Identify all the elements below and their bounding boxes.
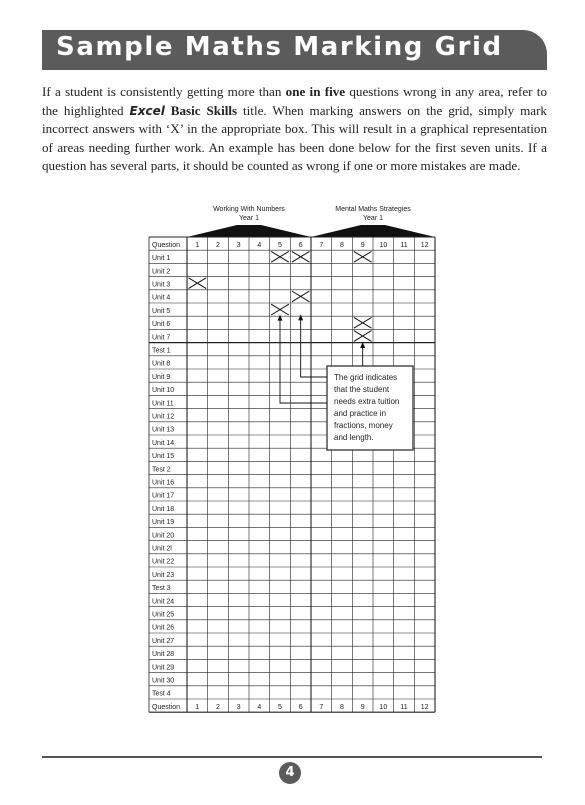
row-label: Unit 29	[152, 664, 175, 672]
row-label: Unit 25	[152, 611, 175, 619]
row-label: Unit 4	[152, 294, 171, 302]
question-footer: 6	[298, 703, 303, 711]
intro-bold-2: Basic Skills	[164, 102, 238, 118]
row-label: Test 2	[152, 466, 171, 474]
row-label: Unit 2	[152, 268, 171, 276]
question-header: 7	[319, 241, 324, 249]
row-label: Unit 11	[152, 400, 174, 408]
question-header: 3	[236, 241, 241, 249]
intro-text-1: If a student is consistently getting more than	[42, 84, 286, 99]
callout-text: that the student	[334, 385, 390, 394]
row-label: Unit 12	[152, 413, 175, 421]
row-label: Unit 14	[152, 439, 175, 447]
row-label: Unit 19	[152, 519, 175, 527]
grid-corner-label: Question	[152, 241, 181, 249]
question-header: 10	[379, 241, 388, 249]
arrow-line-q5	[280, 318, 327, 403]
question-header: 9	[360, 241, 365, 249]
row-label: Unit 16	[152, 479, 175, 487]
bottom-divider	[42, 756, 542, 758]
row-label: Unit 1	[152, 255, 171, 263]
question-header: 12	[420, 241, 429, 249]
row-label: Unit 20	[152, 532, 175, 540]
question-footer: 12	[420, 703, 429, 711]
intro-bold-1: one in five	[285, 84, 346, 99]
callout-text: and practice in	[334, 409, 387, 418]
row-label: Unit 18	[152, 505, 175, 513]
row-label: Test 1	[152, 347, 171, 355]
callout-text: The grid indicates	[334, 373, 398, 382]
question-header: 6	[298, 241, 303, 249]
row-label: Unit 2l	[152, 545, 172, 553]
row-label: Test 3	[152, 585, 171, 593]
intro-text-2: questions wrong in any area, refer to the highlighted	[42, 84, 547, 118]
section-header-1-roof	[187, 225, 311, 237]
question-footer: 3	[236, 703, 241, 711]
question-header: 1	[195, 241, 200, 249]
row-label: Unit 23	[152, 571, 175, 579]
question-footer: 9	[360, 703, 365, 711]
callout-text: fractions, money	[334, 421, 393, 430]
row-label: Unit 15	[152, 453, 175, 461]
question-header: 8	[340, 241, 344, 249]
question-footer: 8	[340, 703, 344, 711]
row-label: Unit 22	[152, 558, 175, 566]
question-footer: 10	[379, 703, 388, 711]
question-header: 5	[278, 241, 282, 249]
section-header-2-roof	[311, 225, 435, 237]
row-label: Unit 7	[152, 334, 171, 342]
question-header: 4	[257, 241, 262, 249]
row-label: Unit 8	[152, 360, 171, 368]
section-header-2-year: Year 1	[363, 215, 383, 222]
page-title: Sample Maths Marking Grid	[56, 32, 503, 62]
row-label: Unit 30	[152, 677, 175, 685]
row-label: Test 4	[152, 690, 171, 698]
question-footer: 1	[195, 703, 200, 711]
row-label: Unit 10	[152, 387, 175, 395]
row-label: Unit 13	[152, 426, 175, 434]
excel-brand: Excel	[129, 103, 165, 118]
question-header: 2	[216, 241, 220, 249]
arrow-head-q6	[298, 314, 303, 320]
row-label: Unit 6	[152, 321, 171, 329]
section-header-2-title: Mental Maths Strategies	[335, 206, 411, 213]
row-label: Unit 26	[152, 624, 175, 632]
question-footer: 4	[257, 703, 262, 711]
row-label: Unit 5	[152, 307, 171, 315]
question-footer: 2	[216, 703, 220, 711]
section-header-1-year: Year 1	[239, 215, 259, 222]
page-number: 4	[279, 762, 301, 784]
question-footer: 11	[400, 703, 408, 711]
row-label: Unit 3	[152, 281, 171, 289]
grid-footer-label: Question	[152, 703, 181, 711]
row-label: Unit 24	[152, 598, 175, 606]
callout-text: needs extra tuition	[334, 397, 400, 406]
row-label: Unit 9	[152, 373, 171, 381]
intro-text-3: title. When marking answers on the grid, simply mark incorrect answers with ‘X’ in the appropriate box. This will result in a graphical representation of areas needing further work. An example has been done below for the first seven units. If a question has several parts, it should be counted as wrong if one or more mistakes are made.	[42, 102, 547, 173]
question-footer: 5	[278, 703, 282, 711]
arrow-line-q6	[301, 317, 327, 377]
row-label: Unit 17	[152, 492, 175, 500]
question-footer: 7	[319, 703, 324, 711]
callout-text: and length.	[334, 433, 374, 442]
row-label: Unit 28	[152, 651, 175, 659]
row-label: Unit 27	[152, 637, 175, 645]
section-header-1-title: Working With Numbers	[213, 206, 285, 213]
question-header: 11	[400, 241, 408, 249]
arrow-head-q5	[278, 315, 283, 321]
